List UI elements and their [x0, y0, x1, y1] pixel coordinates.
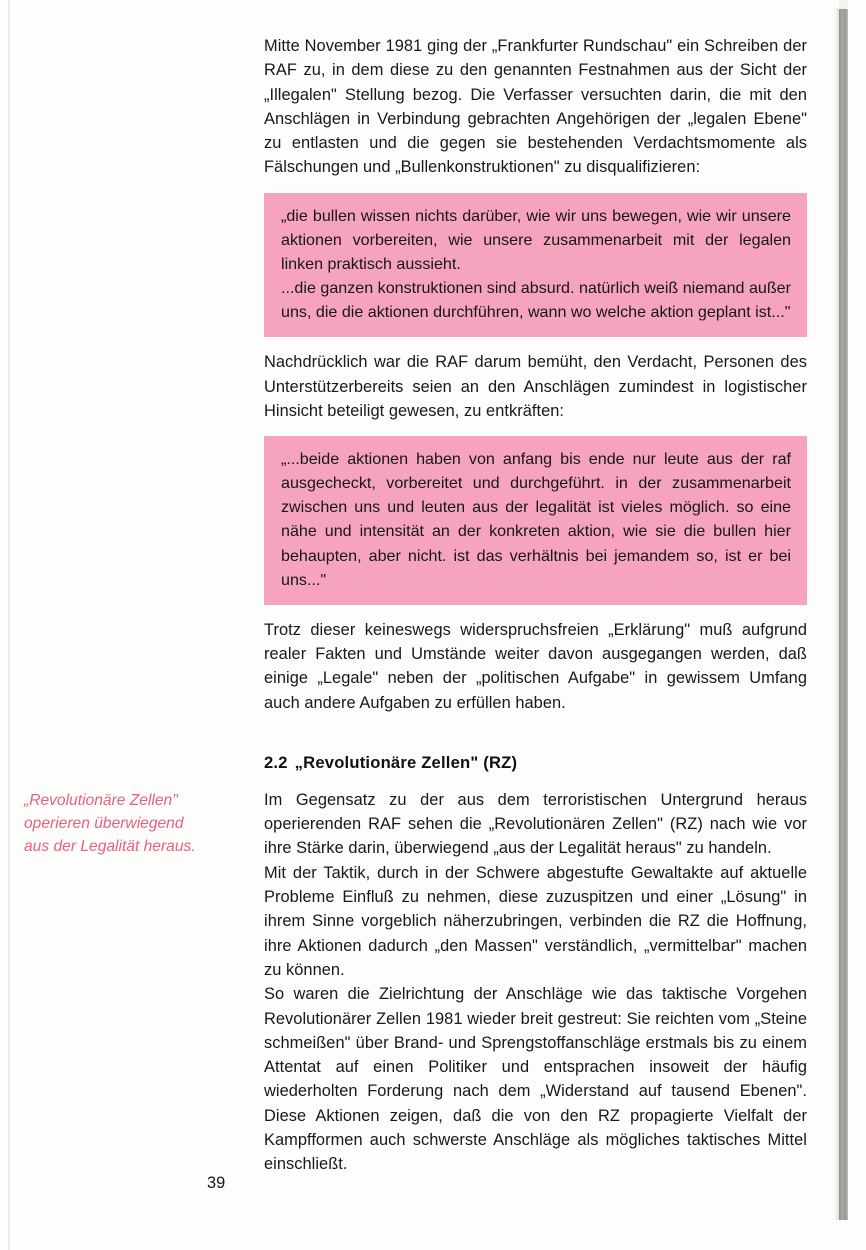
- paragraph-trotz-dieser: Trotz dieser keineswegs widerspruchsfreien „Erklärung" muß aufgrund realer Fakten und Umstände weiter davon ausgegangen werden, daß einige „Legale" neben der „politischen Aufgabe" in gewissem Umfang auch andere Aufgaben zu erfüllen haben.: [264, 620, 807, 712]
- quote-1-part-1: „die bullen wissen nichts darüber, wie wir uns bewegen, wie wir unsere aktionen vorbereiten, wie unsere zusammenarbeit mit der legalen linken praktisch aussieht.: [281, 206, 791, 273]
- spacer: [264, 774, 807, 788]
- page-left-scan-edge: [8, 0, 10, 1250]
- spacer: [264, 715, 807, 752]
- section-number: 2.2: [264, 752, 288, 772]
- margin-note-line-1: „Revolutionäre Zellen": [24, 792, 178, 809]
- paragraph-nachdruecklich: Nachdrücklich war die RAF darum bemüht, den Verdacht, Personen des Unterstützerbereits seien an den Anschlägen zumindest in logistischer Hinsicht beteiligt gewesen, zu entkräften:: [264, 353, 807, 420]
- paragraph-so-waren: So waren die Zielrichtung der Anschläge wie das taktische Vorgehen Revolutionärer Zellen 1981 wieder breit gestreut: Sie reichten vom „Steine schmeißen" über Brand- und Sprengstoffanschläge erstmals bis zu einem Attentat auf einen Politiker und entsprachen insoweit der häufig wiederholten Forderung nach dem „Widerstand auf tausend Ebenen". Diese Aktionen zeigen, daß die von den RZ propagierte Vielfalt der Kampfformen auch schwerste Anschläge als mögliches taktisches Mittel einschließt.: [264, 985, 807, 1174]
- margin-note: [24, 789, 254, 859]
- spacer: [264, 605, 807, 618]
- page-right-scan-edge: [839, 8, 848, 1220]
- paragraph-im-gegensatz: Im Gegensatz zu der aus dem terroristischen Untergrund heraus operierenden RAF sehen die „Revolutionären Zellen" (RZ) nach wie vor ihre Stärke darin, überwiegend „aus der Legalität heraus" zu handeln.: [264, 790, 807, 858]
- paragraph-raf-letter: Mitte November 1981 ging der „Frankfurter Rundschau" ein Schreiben der RAF zu, in dem diese zu den genannten Festnahmen aus der Sicht der „Illegalen" Stellung bezog. Die Verfasser versuchten darin, die mit den Anschlägen in Verbindung gebrachten Angehörigen der „legalen Ebene" zu entlasten und die gegen sie bestehenden Verdachtsmomente als Fälschungen und „Bullenkonstruktionen" zu disqualifizieren:: [264, 37, 807, 177]
- quote-1-part-2: ...die ganzen konstruktionen sind absurd. natürlich weiß niemand außer uns, die die aktionen durchführen, wann wo welche aktion geplant ist...": [281, 279, 791, 322]
- page-number: 39: [207, 1174, 226, 1192]
- quote-2-text: „...beide aktionen haben von anfang bis ende nur leute aus der raf ausgecheckt, vorbereitet und durchgeführt. in der zusammenarbeit zwischen uns und leuten aus der legalität ist vieles möglich. so eine nähe und intensität an der konkreten aktion, wie sie die bullen hier behaupten, aber nicht. ist das verhältnis bei jemandem so, ist er bei uns...": [281, 450, 791, 589]
- quote-block-2: [264, 436, 807, 605]
- main-text-column: [264, 34, 807, 1177]
- page-corner-nick: [839, 0, 848, 9]
- margin-note-column: [24, 789, 254, 859]
- quote-block-1: [264, 193, 807, 337]
- section-title: „Revolutionäre Zellen" (RZ): [294, 752, 518, 772]
- margin-note-line-2: operieren überwiegend: [24, 815, 184, 833]
- spacer: [264, 423, 807, 436]
- paragraph-mit-der-taktik: Mit der Taktik, durch in der Schwere abgestufte Gewaltakte auf aktuelle Probleme Einfluß zu nehmen, diese zuzuspitzen und einer „Lösung" in ihrem Sinne vorgeblich näherzubringen, verbinden die RZ die Hoffnung, ihre Aktionen dadurch „den Massen" verständlich, „vermittelbar" machen zu können.: [264, 863, 807, 979]
- margin-note-line-3: aus der Legalität heraus.: [24, 838, 196, 856]
- spacer: [264, 337, 807, 350]
- section-heading-2-2: [264, 752, 807, 774]
- spacer: [264, 180, 807, 193]
